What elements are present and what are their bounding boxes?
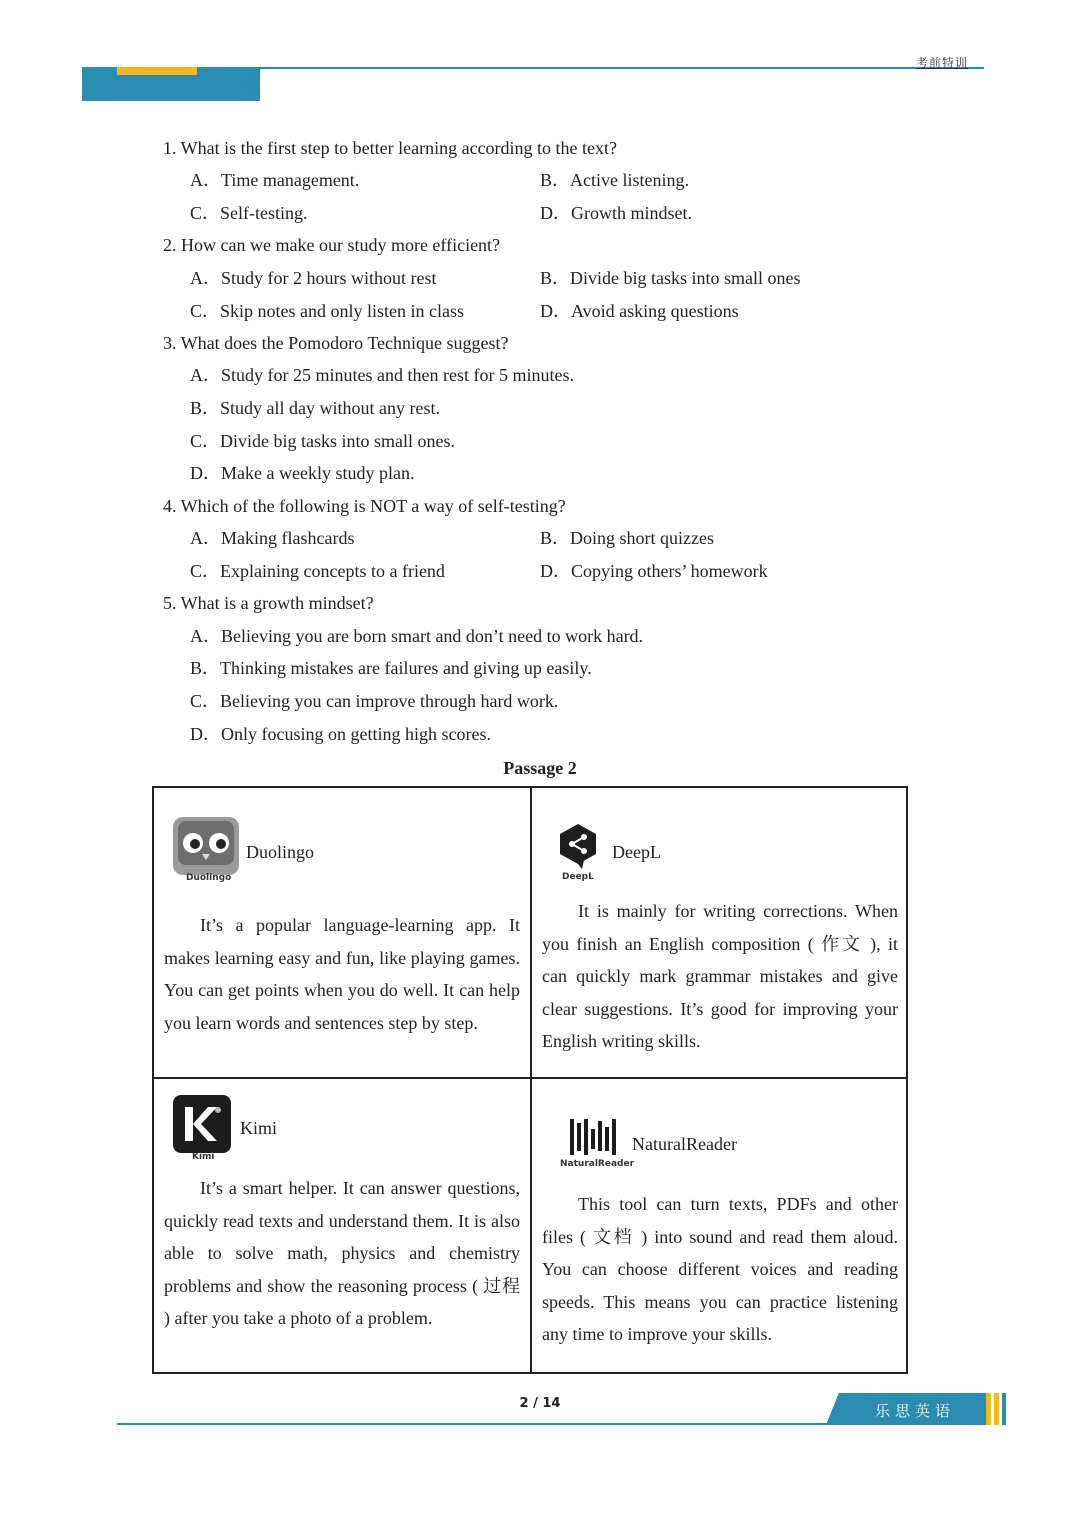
app-cell-kimi <box>154 1079 530 1372</box>
duolingo-logo-icon <box>172 816 240 876</box>
question-stem: 1. What is the first step to better learning according to the text? <box>163 138 618 158</box>
footer-bars <box>986 1393 1006 1425</box>
naturalreader-logo-icon <box>568 1117 618 1157</box>
option: A．Time management. <box>190 170 360 190</box>
option: D．Growth mindset. <box>540 203 692 223</box>
app-name: Kimi <box>240 1118 278 1138</box>
question-stem: 5. What is a growth mindset? <box>163 593 374 613</box>
app-description: It’s a popular language-learning app. It makes learning easy and fun, like playing games. You can get points when you do well. It can help you learn words and sentences step by step. <box>164 915 520 1033</box>
option: A．Making flashcards <box>190 528 355 548</box>
option: A．Study for 2 hours without rest <box>190 268 437 288</box>
option: D．Avoid asking questions <box>540 301 739 321</box>
option: B．Active listening. <box>540 170 689 190</box>
app-cell-deepl <box>532 788 906 1077</box>
header-title: 考前特训 <box>915 56 968 70</box>
option: D．Make a weekly study plan. <box>190 463 415 483</box>
app-cell-naturalreader <box>532 1079 906 1372</box>
option: A．Study for 25 minutes and then rest for 5 minutes. <box>190 365 574 385</box>
option: B．Doing short quizzes <box>540 528 714 548</box>
header-rule <box>260 67 984 69</box>
option: C．Skip notes and only listen in class <box>190 301 464 321</box>
header-accent <box>117 67 197 75</box>
option: C．Explaining concepts to a friend <box>190 561 445 581</box>
deepl-logo-icon <box>556 822 600 870</box>
option: B．Thinking mistakes are failures and giving up easily. <box>190 658 592 678</box>
logo-caption: Kimi <box>192 1152 215 1162</box>
option: A．Believing you are born smart and don’t need to work hard. <box>190 626 644 646</box>
app-name: DeepL <box>612 842 661 862</box>
option: B．Study all day without any rest. <box>190 398 440 418</box>
app-description: It is mainly for writing corrections. When you finish an English composition ( 作文 ), it can quickly mark grammar mistakes and give clear suggestions. It’s good for improving your English writing skills. <box>542 901 898 1052</box>
question-stem: 4. Which of the following is NOT a way of self-testing? <box>163 496 566 516</box>
option: B．Divide big tasks into small ones <box>540 268 801 288</box>
logo-caption: Duolingo <box>186 873 232 883</box>
apps-table <box>152 786 908 1374</box>
question-stem: 3. What does the Pomodoro Technique suggest? <box>163 333 509 353</box>
app-description: This tool can turn texts, PDFs and other files ( 文档 ) into sound and read them aloud. You can choose different voices and reading speeds. This means you can practice listening any time to improve your skills. <box>542 1194 898 1345</box>
option: D．Only focusing on getting high scores. <box>190 724 491 744</box>
app-cell-duolingo <box>154 788 530 1077</box>
header-stripes <box>238 67 268 101</box>
logo-caption: DeepL <box>562 872 594 882</box>
option: D．Copying others’ homework <box>540 561 768 581</box>
app-name: Duolingo <box>246 842 315 862</box>
option: C．Self-testing. <box>190 203 308 223</box>
logo-caption: NaturalReader <box>560 1159 635 1169</box>
option: C．Divide big tasks into small ones. <box>190 431 455 451</box>
footer-rule <box>117 1423 837 1425</box>
passage-title: Passage 2 <box>503 758 577 778</box>
kimi-logo-icon <box>172 1094 232 1154</box>
app-name: NaturalReader <box>632 1134 737 1154</box>
question-stem: 2. How can we make our study more efficient? <box>163 235 501 255</box>
footer-brand: 乐思英语 <box>874 1402 955 1420</box>
option: C．Believing you can improve through hard work. <box>190 691 559 711</box>
app-description: It’s a smart helper. It can answer questions, quickly read texts and understand them. It is also able to solve math, physics and chemistry problems and show the reasoning process ( 过程 ) after you take a photo of a problem. <box>164 1178 520 1329</box>
page-number: 2 / 14 <box>519 1396 561 1411</box>
